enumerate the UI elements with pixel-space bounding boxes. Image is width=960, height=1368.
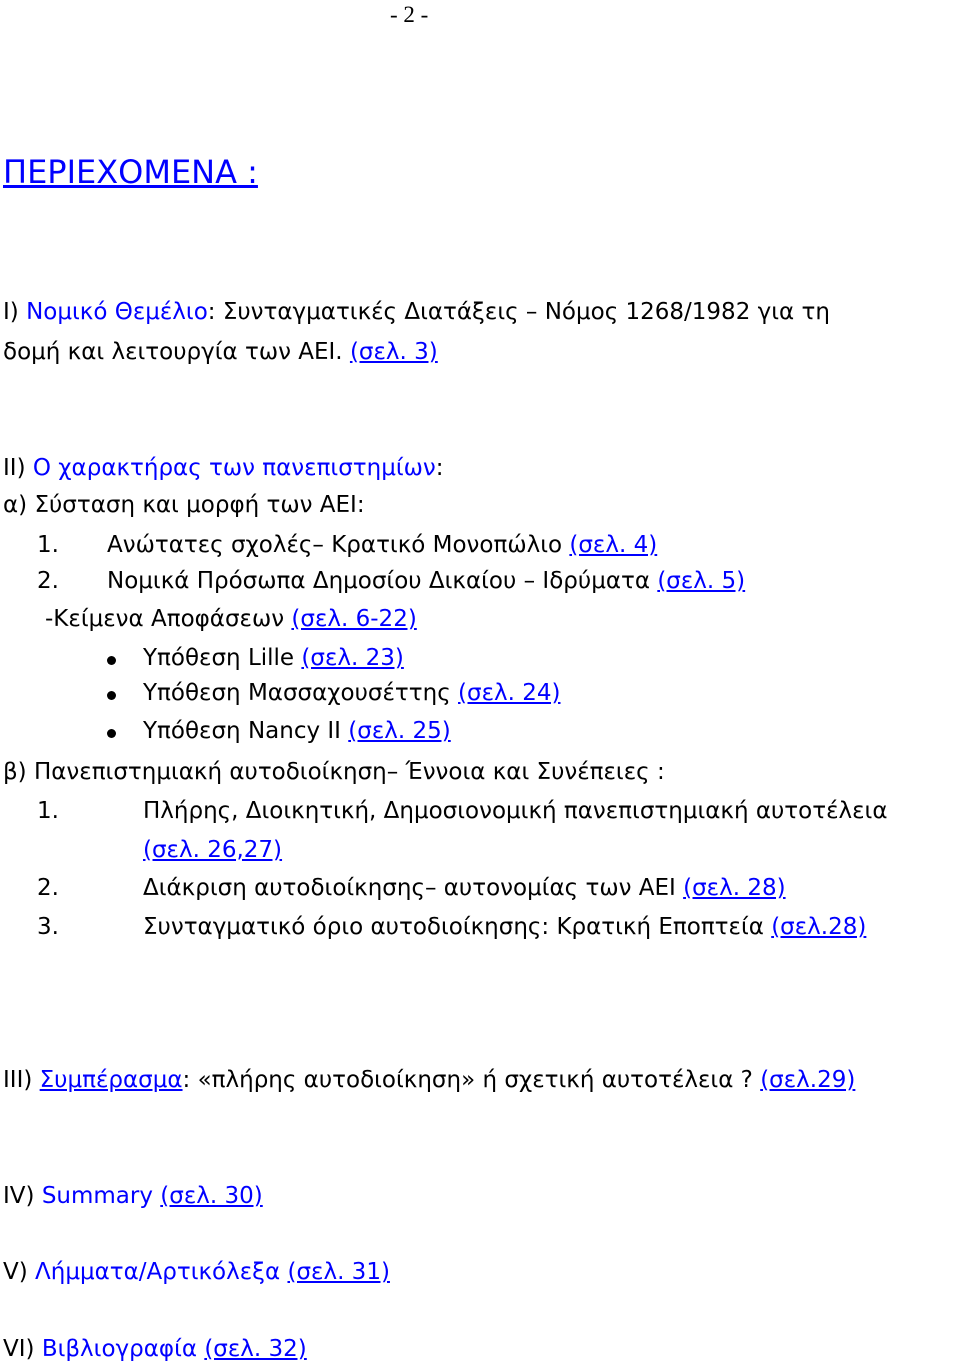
section-5-title: Λήμματα/Αρτικόλεξα xyxy=(35,1259,281,1285)
section-1-line-2 xyxy=(3,337,438,367)
section-2-colon: : xyxy=(435,455,444,481)
item-page-link[interactable]: (σελ. 28) xyxy=(683,875,786,901)
case-nancy xyxy=(143,716,451,746)
section-4-line xyxy=(3,1181,263,1211)
subsection-b-item-3-number: 3. xyxy=(37,914,59,940)
section-1-text: : Συνταγματικές Διατάξεις – Νόμος 1268/1982 για τη xyxy=(207,299,830,325)
section-6-line xyxy=(3,1334,307,1364)
item-text: Ανώτατες σχολές– Κρατικό Μονοπώλιο xyxy=(107,532,563,558)
section-2-heading xyxy=(3,453,444,483)
bullet-icon xyxy=(107,729,116,738)
toc-title: ΠΕΡΙΕΧΟΜΕΝΑ : xyxy=(3,153,258,191)
case-page-link[interactable]: (σελ. 25) xyxy=(348,718,451,744)
section-1-line-1 xyxy=(3,297,957,327)
section-3-line xyxy=(3,1065,855,1095)
subsection-b-item-2-number: 2. xyxy=(37,875,59,901)
section-6-number: VI) xyxy=(3,1336,35,1362)
court-texts-page-link[interactable]: (σελ. 6-22) xyxy=(291,606,417,632)
item-page-link[interactable]: (σελ. 5) xyxy=(657,568,746,594)
section-4-title: Summary xyxy=(41,1183,153,1209)
section-1-text-2: δομή και λειτουργία των ΑΕΙ. xyxy=(3,339,343,365)
section-3-page-link[interactable]: (σελ.29) xyxy=(760,1067,856,1093)
subsection-a-item-1 xyxy=(107,530,657,560)
subsection-b-item-2 xyxy=(143,873,786,903)
section-1-heading xyxy=(3,297,830,327)
case-text: Υπόθεση Nancy II xyxy=(143,718,341,744)
item-page-link[interactable]: (σελ.28) xyxy=(771,914,867,940)
subsection-b-item-1 xyxy=(143,796,957,826)
section-4-page-link[interactable]: (σελ. 30) xyxy=(160,1183,263,1209)
case-page-link[interactable]: (σελ. 23) xyxy=(301,645,404,671)
subsection-b-item-3 xyxy=(143,912,866,942)
court-texts-label: -Κείμενα Αποφάσεων xyxy=(45,606,285,632)
subsection-a-item-2-number: 2. xyxy=(37,568,59,594)
section-2-title: Ο χαρακτήρας των πανεπιστημίων xyxy=(32,455,436,481)
section-3-text: : «πλήρης αυτοδιοίκηση» ή σχετική αυτοτέλεια ? xyxy=(182,1067,753,1093)
item-page-link[interactable]: (σελ. 26,27) xyxy=(143,837,283,863)
section-5-line xyxy=(3,1257,390,1287)
subsection-b-item-1-page-line xyxy=(143,835,282,865)
item-text: Πλήρης, Διοικητική, Δημοσιονομική πανεπιστημιακή αυτοτέλεια xyxy=(143,798,888,824)
case-text: Υπόθεση Lille xyxy=(143,645,295,671)
page-number: - 2 - xyxy=(390,2,429,27)
section-5-page-link[interactable]: (σελ. 31) xyxy=(287,1259,390,1285)
case-text: Υπόθεση Μασσαχουσέττης xyxy=(143,680,451,706)
section-1-title: Νομικό Θεμέλιο xyxy=(26,299,208,325)
bullet-icon xyxy=(107,656,116,665)
subsection-b-label: β) Πανεπιστημιακή αυτοδιοίκηση– Έννοια και Συνέπειες : xyxy=(3,759,665,785)
section-6-page-link[interactable]: (σελ. 32) xyxy=(204,1336,307,1362)
subsection-a-item-2 xyxy=(107,566,745,596)
section-5-number: V) xyxy=(3,1259,28,1285)
case-lille xyxy=(143,643,404,673)
item-text: Συνταγματικό όριο αυτοδιοίκησης: Κρατική Εποπτεία xyxy=(143,914,764,940)
section-4-number: IV) xyxy=(3,1183,35,1209)
section-6-title: Βιβλιογραφία xyxy=(41,1336,198,1362)
section-3-title[interactable]: Συμπέρασμα xyxy=(39,1067,183,1093)
case-page-link[interactable]: (σελ. 24) xyxy=(458,680,561,706)
subsection-a-label: α) Σύσταση και μορφή των ΑΕΙ: xyxy=(3,492,365,518)
subsection-b-item-1-number: 1. xyxy=(37,798,59,824)
item-page-link[interactable]: (σελ. 4) xyxy=(569,532,658,558)
case-massachusetts xyxy=(143,678,561,708)
item-text: Διάκριση αυτοδιοίκησης– αυτονομίας των ΑΕΙ xyxy=(143,875,676,901)
subsection-a-item-1-number: 1. xyxy=(37,532,59,558)
bullet-icon xyxy=(107,691,116,700)
section-1-number: I) xyxy=(3,299,19,325)
section-2-number: II) xyxy=(3,455,26,481)
item-text: Νομικά Πρόσωπα Δημοσίου Δικαίου – Ιδρύματα xyxy=(107,568,650,594)
section-3-number: III) xyxy=(3,1067,33,1093)
section-1-page-link[interactable]: (σελ. 3) xyxy=(349,339,438,365)
court-texts-line xyxy=(45,604,417,634)
